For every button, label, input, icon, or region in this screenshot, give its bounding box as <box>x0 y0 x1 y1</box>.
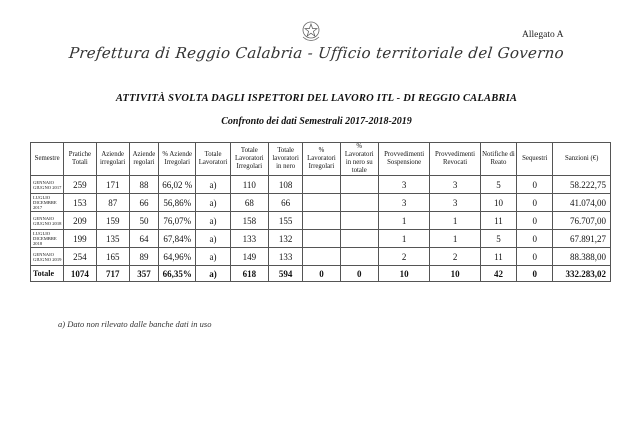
cell: a) <box>196 212 230 230</box>
cell-semestre: GENNAIO GIUGNO 2017 <box>31 176 64 194</box>
cell: 254 <box>64 248 96 266</box>
cell <box>303 212 340 230</box>
cell <box>340 230 378 248</box>
col-header: % Lavoratori Irregolari <box>303 143 340 176</box>
cell: 3 <box>430 194 480 212</box>
cell: 67.891,27 <box>553 230 611 248</box>
cell: 66 <box>129 194 158 212</box>
cell: 108 <box>269 176 303 194</box>
cell: 64,96% <box>159 248 196 266</box>
cell: 0 <box>340 266 378 282</box>
cell: 1 <box>378 212 429 230</box>
cell: 0 <box>303 266 340 282</box>
cell: 10 <box>430 266 480 282</box>
cell: 132 <box>269 230 303 248</box>
cell: 3 <box>378 176 429 194</box>
cell: 41.074,00 <box>553 194 611 212</box>
cell: a) <box>196 266 230 282</box>
cell: 0 <box>517 194 553 212</box>
cell: 88 <box>129 176 158 194</box>
table-row <box>31 212 611 230</box>
cell: 42 <box>480 266 516 282</box>
cell: 3 <box>378 194 429 212</box>
cell: a) <box>196 176 230 194</box>
page-subtitle: Confronto dei dati Semestrali 2017-2018-2019 <box>221 116 412 127</box>
cell: 259 <box>64 176 96 194</box>
cell: 618 <box>230 266 268 282</box>
col-header: Sanzioni (€) <box>553 143 611 176</box>
cell: 135 <box>96 230 129 248</box>
letterhead: Prefettura di Reggio Calabria - Ufficio territoriale del Governo <box>68 44 565 62</box>
cell <box>303 248 340 266</box>
cell-semestre: GENNAIO GIUGNO 2019 <box>31 248 64 266</box>
cell: 76,07% <box>159 212 196 230</box>
table-header-row <box>31 143 611 176</box>
cell: 11 <box>480 248 516 266</box>
cell: 209 <box>64 212 96 230</box>
cell: 110 <box>230 176 268 194</box>
cell: 717 <box>96 266 129 282</box>
col-header: Semestre <box>31 143 64 176</box>
cell: 155 <box>269 212 303 230</box>
cell: 5 <box>480 230 516 248</box>
cell <box>340 176 378 194</box>
cell: 165 <box>96 248 129 266</box>
cell: 133 <box>269 248 303 266</box>
cell: 153 <box>64 194 96 212</box>
cell: 67,84% <box>159 230 196 248</box>
cell: 2 <box>430 248 480 266</box>
cell: 3 <box>430 176 480 194</box>
table-row <box>31 176 611 194</box>
allegato-label: Allegato A <box>522 30 564 40</box>
cell-semestre: LUGLIO DICEMBRE 2017 <box>31 194 64 212</box>
cell: 76.707,00 <box>553 212 611 230</box>
cell: 50 <box>129 212 158 230</box>
cell: 10 <box>480 194 516 212</box>
italian-republic-emblem-icon <box>300 19 322 44</box>
cell: 56,86% <box>159 194 196 212</box>
col-header: Totale Lavoratori Irregolari <box>230 143 268 176</box>
cell: 66,02 % <box>159 176 196 194</box>
col-header: % Lavoratori in nero su totale <box>340 143 378 176</box>
total-row <box>31 266 611 282</box>
footnote: a) Dato non rilevato dalle banche dati in uso <box>58 319 212 329</box>
table-row <box>31 194 611 212</box>
cell: 149 <box>230 248 268 266</box>
cell: 66 <box>269 194 303 212</box>
cell: 0 <box>517 248 553 266</box>
cell: 2 <box>378 248 429 266</box>
cell: 1 <box>430 212 480 230</box>
cell: 0 <box>517 212 553 230</box>
cell-total-label: Totale <box>31 266 64 282</box>
cell: 64 <box>129 230 158 248</box>
cell: 199 <box>64 230 96 248</box>
cell: 58.222,75 <box>553 176 611 194</box>
col-header: Provvedimenti Revocati <box>430 143 480 176</box>
cell: 88.388,00 <box>553 248 611 266</box>
cell: 171 <box>96 176 129 194</box>
cell: 357 <box>129 266 158 282</box>
cell: 594 <box>269 266 303 282</box>
col-header: Totale lavoratori in nero <box>269 143 303 176</box>
col-header: Pratiche Totali <box>64 143 96 176</box>
cell <box>340 248 378 266</box>
cell <box>340 212 378 230</box>
col-header: % Aziende Irregolari <box>159 143 196 176</box>
cell: a) <box>196 194 230 212</box>
cell: 133 <box>230 230 268 248</box>
cell: 68 <box>230 194 268 212</box>
col-header: Aziende irregolari <box>96 143 129 176</box>
table-row <box>31 248 611 266</box>
cell: 1 <box>378 230 429 248</box>
col-header: Notifiche di Reato <box>480 143 516 176</box>
cell: 5 <box>480 176 516 194</box>
cell: 0 <box>517 176 553 194</box>
cell: 0 <box>517 230 553 248</box>
col-header: Aziende regolari <box>129 143 158 176</box>
cell: a) <box>196 248 230 266</box>
cell: 87 <box>96 194 129 212</box>
cell: 10 <box>378 266 429 282</box>
col-header: Provvedimenti Sospensione <box>378 143 429 176</box>
col-header: Sequestri <box>517 143 553 176</box>
page-title: ATTIVITÀ SVOLTA DAGLI ISPETTORI DEL LAVORO ITL - DI REGGIO CALABRIA <box>115 93 518 104</box>
comparison-table <box>30 142 611 282</box>
cell <box>303 194 340 212</box>
cell-semestre: LUGLIO DICEMBRE 2018 <box>31 230 64 248</box>
cell: 158 <box>230 212 268 230</box>
cell <box>340 194 378 212</box>
cell: 1 <box>430 230 480 248</box>
cell: 0 <box>517 266 553 282</box>
cell: 159 <box>96 212 129 230</box>
cell: 1074 <box>64 266 96 282</box>
cell: 66,35% <box>159 266 196 282</box>
cell <box>303 176 340 194</box>
cell: 332.283,02 <box>553 266 611 282</box>
cell-semestre: GENNAIO GIUGNO 2018 <box>31 212 64 230</box>
cell: 89 <box>129 248 158 266</box>
cell: 11 <box>480 212 516 230</box>
col-header: Totale Lavoratori <box>196 143 230 176</box>
cell: a) <box>196 230 230 248</box>
cell <box>303 230 340 248</box>
table-row <box>31 230 611 248</box>
